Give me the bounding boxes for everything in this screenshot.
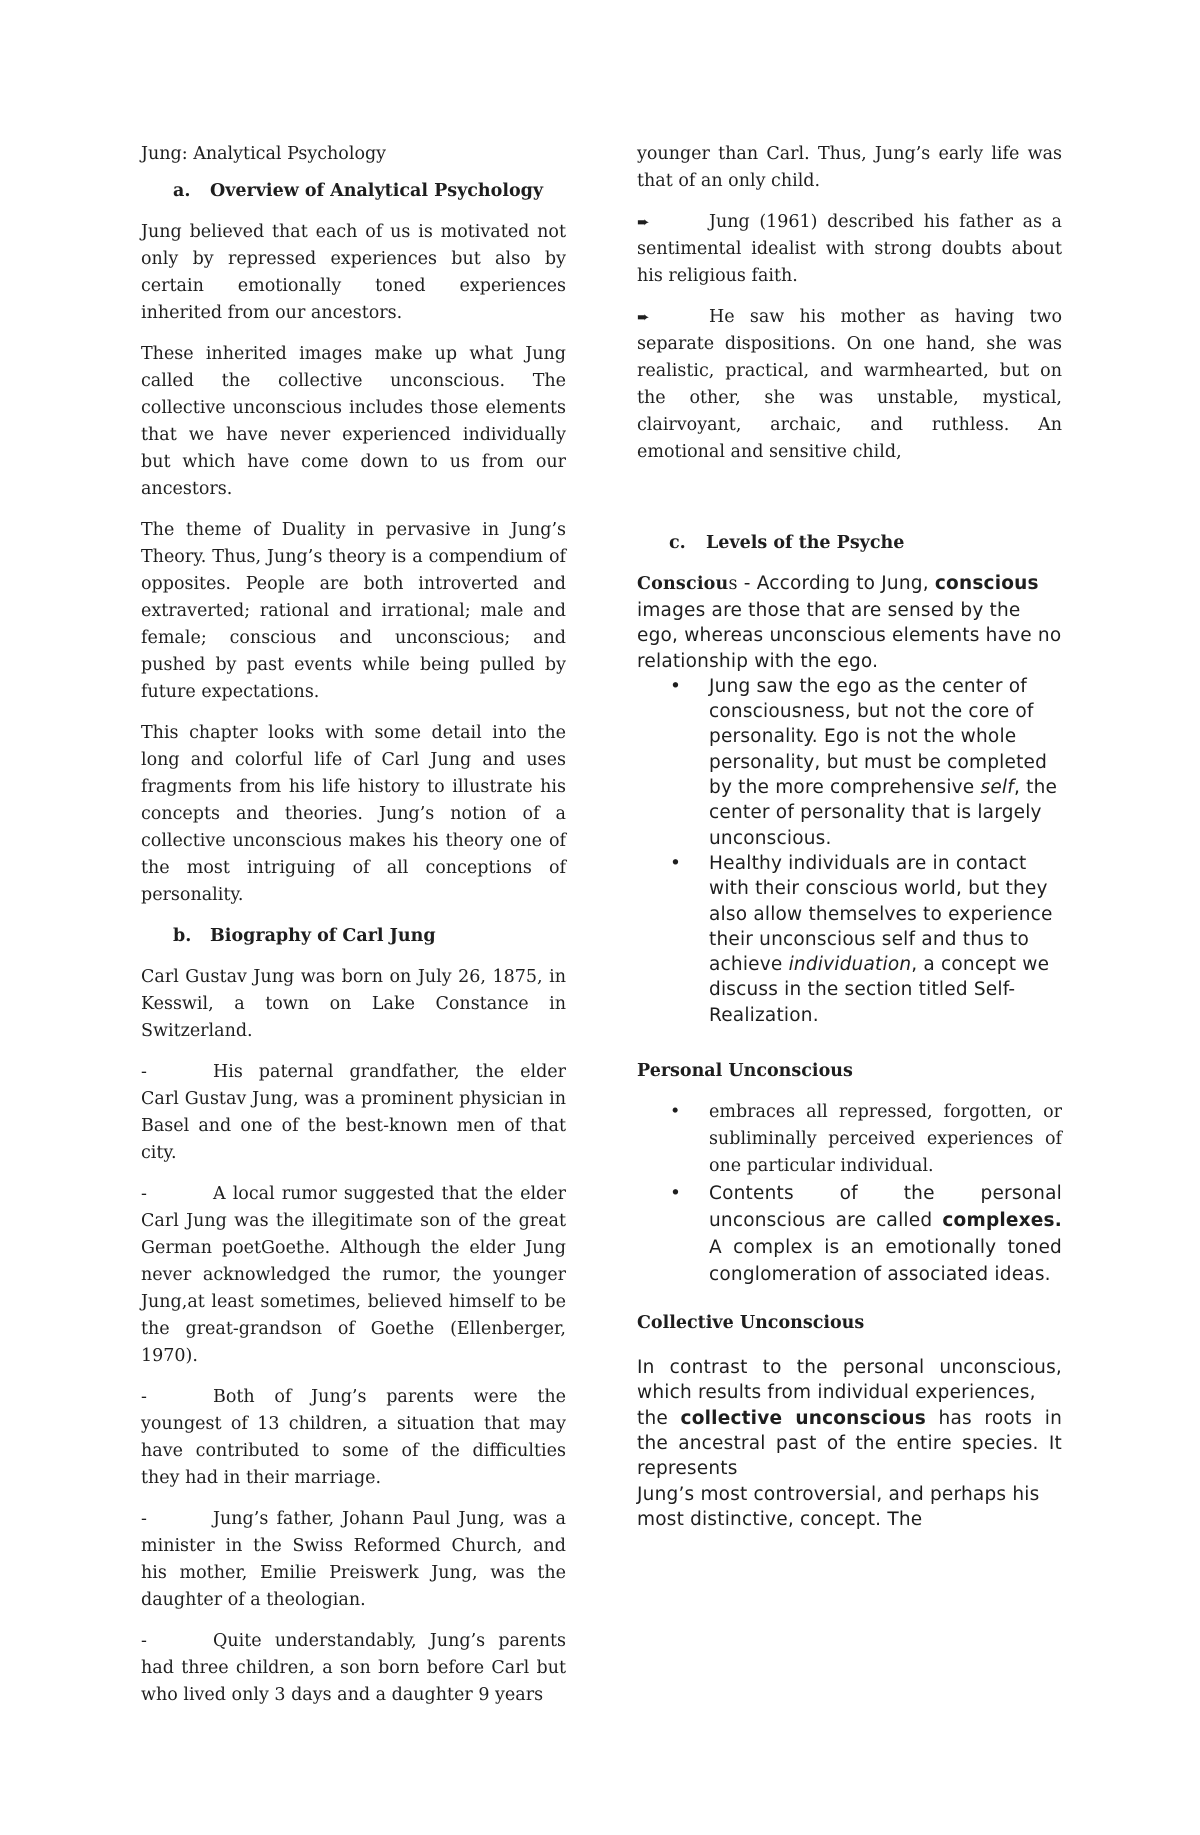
personal-bullet-list [637, 1099, 1062, 1180]
conscious-intro-2: images are those that are sensed by the ego, whereas unconscious elements have no relationship with the ego. [637, 600, 1062, 672]
section-b-title: Biography of Carl Jung [210, 926, 436, 946]
section-c-letter: c. [669, 533, 686, 553]
paragraph-inherited-images: These inherited images make up what Jung called the collective unconscious. The collective unconscious includes those elements that we have never experienced individually but which have come down to us from our ancestors. [141, 344, 566, 499]
collective-line-2 [637, 1406, 1062, 1482]
arrow-item-mother [637, 304, 1062, 466]
conscious-intro-1: - According to Jung, [737, 573, 935, 594]
section-b-heading [141, 923, 566, 950]
dash-marker: - [141, 1062, 147, 1082]
arrow-item-text: Jung (1961) described his father as a sentimental idealist with strong doubts about his religious faith. [637, 212, 1062, 286]
personal-unconscious-block [637, 1058, 1062, 1180]
dash-item-rumor [141, 1181, 566, 1370]
personal-unconscious-label: Personal Unconscious [637, 1061, 853, 1082]
left-column [141, 141, 566, 1723]
dash-item-text: His paternal grandfather, the elder Carl Gustav Jung, was a prominent physician in Basel and one of the best-known men of that city. [141, 1062, 566, 1163]
list-item-text-tail: , the center of personality that is largely unconscious. [709, 777, 1058, 849]
section-a-heading [141, 178, 566, 205]
bullet-dot-icon: • [670, 1102, 681, 1123]
collective-line-1: In contrast to the personal unconscious, which results from individual experiences, [637, 1357, 1062, 1404]
dash-item-text: Both of Jung’s parents were the youngest of 13 children, a situation that may have contributed to some of the difficulties they had in their marriage. [141, 1387, 566, 1488]
section-c-heading [637, 530, 1062, 557]
paragraph-continuation: younger than Carl. Thus, Jung’s early life was that of an only child. [637, 144, 1062, 191]
arrow-bullet-icon: ➨ [637, 213, 650, 231]
bullet-dot-icon: • [670, 1183, 682, 1205]
paragraph-motivation: Jung believed that each of us is motivated not only by repressed experiences but also by certain emotionally toned experiences inherited from our ancestors. [141, 222, 566, 323]
dash-marker: - [141, 1184, 147, 1204]
right-column [637, 141, 1062, 1532]
bullet-dot-icon: • [670, 852, 682, 874]
dash-item-three-children [141, 1628, 566, 1709]
dash-item-parents-youngest [141, 1384, 566, 1492]
list-item-text: Contents of the personal unconscious are called [709, 1183, 1062, 1232]
section-b-letter: b. [173, 926, 192, 946]
dash-item-text: Quite understandably, Jung’s parents had three children, a son born before Carl but who lived only 3 days and a daughter 9 years [141, 1631, 566, 1705]
paragraph-duality: The theme of Duality in pervasive in Jung’s Theory. Thus, Jung’s theory is a compendium of opposites. People are both introverted and extraverted; rational and irrational; male and female; conscious and unconscious; and pushed by past events while being pulled by future expectations. [141, 520, 566, 702]
complexes-bullet-list [637, 1180, 1062, 1288]
collective-line-2-post: has roots in the ancestral past of the entire species. It represents [637, 1407, 1062, 1480]
list-item [637, 1099, 1062, 1180]
document-title: Jung: Analytical Psychology [141, 144, 387, 164]
dash-item-father [141, 1506, 566, 1614]
list-item [637, 1180, 1062, 1288]
italic-term-individuation: individuation [788, 954, 912, 976]
dash-item-text: Jung’s father, Johann Paul Jung, was a minister in the Swiss Reformed Church, and his mother, Emilie Preiswerk Jung, was the daughter of a theologian. [141, 1509, 566, 1610]
dash-marker: - [141, 1509, 147, 1529]
collective-line-2-pre: the [637, 1407, 681, 1429]
bullet-dot-icon: • [670, 675, 682, 697]
complexes-bold-term: complexes. [942, 1210, 1062, 1232]
list-item-text-tail: A complex is an emotionally toned conglomeration of associated ideas. [709, 1237, 1062, 1286]
conscious-label-tail: s [728, 574, 738, 594]
list-item-text-tail: , a concept we discuss in the section titled Self-Realization. [709, 954, 1050, 1026]
collective-line-3: Jung’s most controversial, and perhaps his most distinctive, concept. The [637, 1483, 1040, 1530]
dash-marker: - [141, 1631, 147, 1651]
collective-unconscious-label: Collective Unconscious [637, 1313, 865, 1334]
list-item [637, 851, 1062, 1028]
conscious-bold-term: conscious [934, 573, 1039, 594]
list-item-text: embraces all repressed, forgotten, or subliminally perceived experiences of one particular individual. [709, 1102, 1062, 1177]
list-item [637, 674, 1062, 851]
list-item-text: Jung saw the ego as the center of consciousness, but not the core of personality. Ego is not the whole personality, but must be completed by the more comprehensive [709, 675, 1048, 799]
arrow-item-father [637, 209, 1062, 290]
section-a-title: Overview of Analytical Psychology [210, 181, 544, 201]
dash-marker: - [141, 1387, 147, 1407]
dash-item-grandfather [141, 1059, 566, 1167]
list-item-text: Healthy individuals are in contact with their conscious world, but they also allow themselves to experience their unconscious self and thus to achieve [709, 852, 1053, 976]
section-c-title: Levels of the Psyche [706, 533, 905, 553]
conscious-block [637, 571, 1062, 1028]
conscious-intro [637, 571, 1062, 674]
arrow-bullet-icon: ➨ [637, 308, 650, 326]
paragraph-chapter-intro: This chapter looks with some detail into the long and colorful life of Carl Jung and uses fragments from his life history to illustrate his concepts and theories. Jung’s notion of a collective unconscious makes his theory one of the most intriguing of all conceptions of personality. [141, 723, 566, 905]
conscious-label: Consciou [637, 574, 729, 594]
collective-text [637, 1355, 1062, 1532]
section-a-letter: a. [173, 181, 191, 201]
collective-unconscious-bold-term: collective unconscious [680, 1407, 926, 1429]
arrow-item-text: He saw his mother as having two separate dispositions. On one hand, she was realistic, practical, and warmhearted, but on the other, she was unstable, mystical, clairvoyant, archaic, and ruthless. An emotional and sensitive child, [637, 307, 1062, 462]
paragraph-birth: Carl Gustav Jung was born on July 26, 1875, in Kesswil, a town on Lake Constance in Switzerland. [141, 967, 566, 1041]
italic-term-self: self [980, 777, 1014, 799]
conscious-bullet-list [637, 674, 1062, 1028]
collective-unconscious-block [637, 1310, 1062, 1337]
complexes-block [637, 1180, 1062, 1288]
dash-item-text: A local rumor suggested that the elder Carl Jung was the illegitimate son of the great German poetGoethe. Although the elder Jung never acknowledged the rumor, the younger Jung,at least sometimes, believed himself to be the great-grandson of Goethe (Ellenberger, 1970). [141, 1184, 566, 1366]
